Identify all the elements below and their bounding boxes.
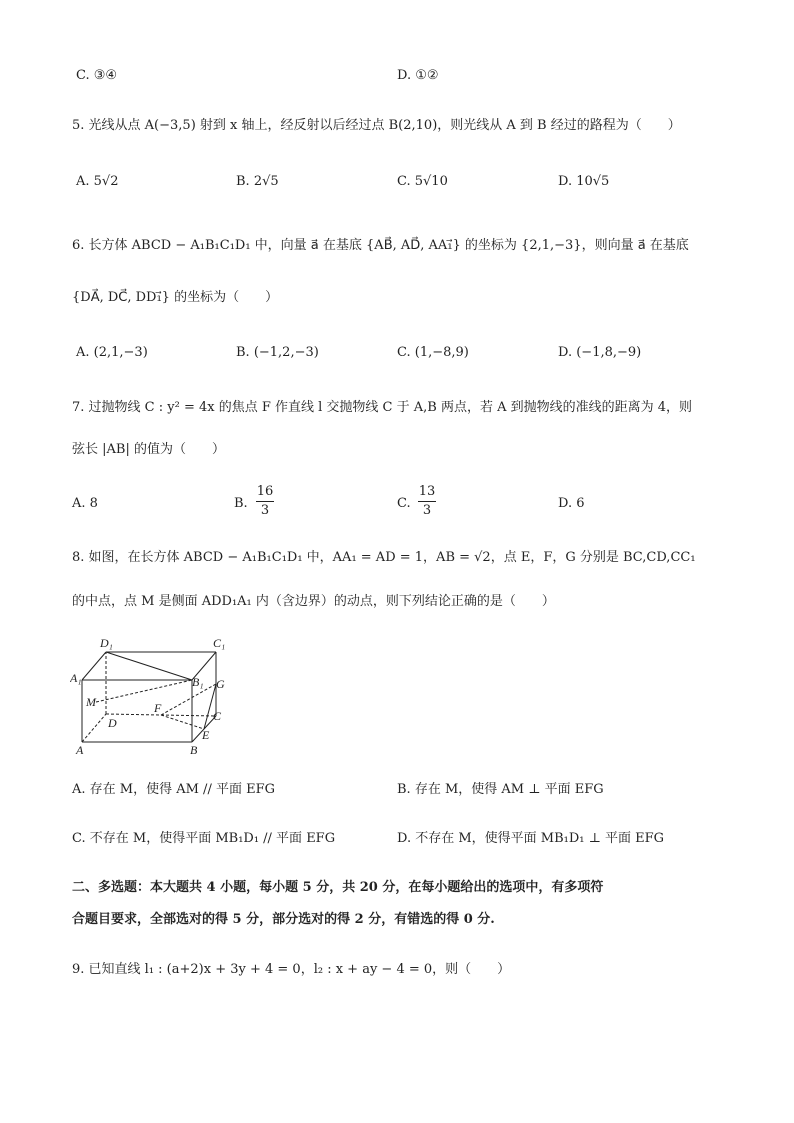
q4-option-d: D. ①② [397,68,439,83]
label-F: F [154,701,162,715]
label-G: G [216,677,225,691]
label-A1: A₁ [70,671,82,685]
q7-option-c-numerator: 13 [418,484,436,499]
q5-stem: 5. 光线从点 A(−3,5) 射到 x 轴上，经反射以后经过点 B(2,10)，则光线从 A 到 B 经过的路程为（ ） [72,118,681,133]
segment-FE [161,715,204,729]
label-C1: C₁ [213,636,226,650]
fraction-bar [256,501,274,502]
q8-option-a: A. 存在 M，使得 AM // 平面 EFG [72,782,275,797]
q8-stem-line2: 的中点，点 M 是侧面 ADD₁A₁ 内（含边界）的动点，则下列结论正确的是（ ） [72,594,555,609]
q7-stem-line2: 弦长 |AB| 的值为（ ） [72,442,225,457]
q8-option-d: D. 不存在 M，使得平面 MB₁D₁ ⊥ 平面 EFG [397,831,665,846]
q6-option-c: C. (1,−8,9) [397,345,469,360]
cuboid-figure [70,632,240,762]
q7-option-d: D. 6 [558,496,585,511]
q5-option-a: A. 5√2 [76,174,119,189]
q6-option-b: B. (−1,2,−3) [236,345,319,360]
q6-stem-line1: 6. 长方体 ABCD − A₁B₁C₁D₁ 中，向量 a⃗ 在基底 {AB⃗, AD⃗, AA₁⃗} 的坐标为 {2,1,−3}，则向量 a⃗ 在基底 [72,238,689,253]
q7-option-c-denominator: 3 [422,503,432,518]
segment-D1B1 [106,652,192,680]
label-C: C [213,709,222,723]
label-B: B [190,743,198,757]
q7-option-a: A. 8 [72,496,98,511]
q7-option-b-label: B. [234,496,248,511]
q6-option-a: A. (2,1,−3) [76,345,148,360]
q8-option-c: C. 不存在 M，使得平面 MB₁D₁ // 平面 EFG [72,831,336,846]
segment-FG [161,684,216,715]
label-D1: D₁ [100,636,113,650]
fraction-bar [418,501,436,502]
section2-heading-line1: 二、多选题：本大题共 4 小题，每小题 5 分，共 20 分，在每小题给出的选项中，有多项符 [72,880,604,895]
q6-stem-line2: {DA⃗, DC⃗, DD₁⃗} 的坐标为（ ） [72,290,279,305]
label-E: E [202,728,210,742]
q5-option-c: C. 5√10 [397,174,448,189]
q9-stem: 9. 已知直线 l₁ : (a+2)x + 3y + 4 = 0，l₂ : x + ay − 4 = 0，则（ ） [72,962,511,977]
q7-option-c-label: C. [397,496,411,511]
q8-option-b: B. 存在 M，使得 AM ⊥ 平面 EFG [397,782,604,797]
edge-A1D1 [82,652,106,680]
segment-MB1 [96,680,192,702]
section2-heading-line2: 合题目要求，全部选对的得 5 分，部分选对的得 2 分，有错选的得 0 分. [72,912,495,927]
label-A: A [76,743,84,757]
q8-stem-line1: 8. 如图，在长方体 ABCD − A₁B₁C₁D₁ 中，AA₁ = AD = 1，AB = √2，点 E，F，G 分别是 BC,CD,CC₁ [72,550,696,565]
edge-AD [82,714,106,742]
q7-option-b-denominator: 3 [260,503,270,518]
label-M: M [86,695,96,709]
q4-option-c: C. ③④ [76,68,118,83]
label-D: D [108,716,117,730]
q6-option-d: D. (−1,8,−9) [558,345,642,360]
q7-option-b-fraction [256,484,274,519]
q5-option-b: B. 2√5 [236,174,279,189]
q5-option-d: D. 10√5 [558,174,610,189]
q7-option-b-numerator: 16 [256,484,274,499]
label-B1: B₁ [192,675,204,689]
q7-option-c-fraction [418,484,436,519]
q7-stem-line1: 7. 过抛物线 C : y² = 4x 的焦点 F 作直线 l 交抛物线 C 于 A,B 两点，若 A 到抛物线的准线的距离为 4，则 [72,400,693,415]
